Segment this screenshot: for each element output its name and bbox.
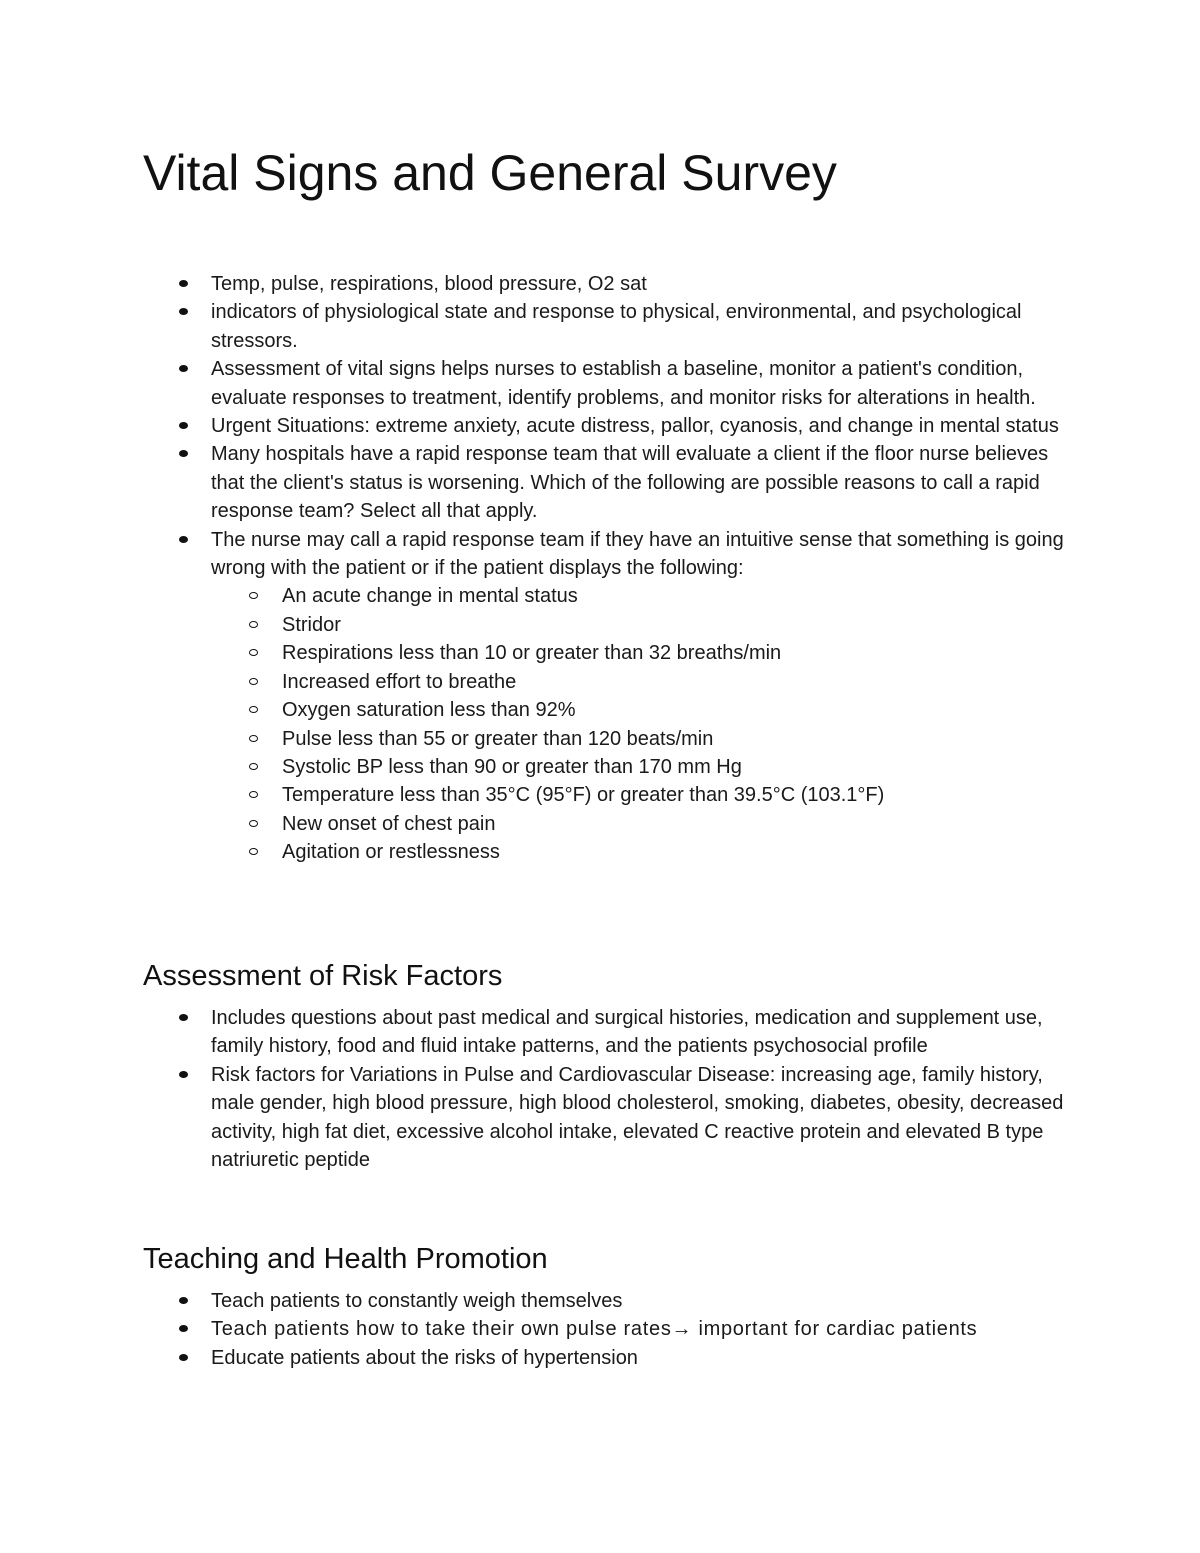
list-item: The nurse may call a rapid response team if they have an intuitive sense that something is going wrong with the patient or if the patient displays the following: [143, 526, 1073, 583]
sub-list-item: An acute change in mental status [211, 582, 1073, 610]
sub-list-item: Agitation or restlessness [211, 838, 1073, 866]
teaching-list [143, 1287, 1073, 1372]
sub-list-item: Systolic BP less than 90 or greater than 170 mm Hg [211, 753, 1073, 781]
list-item: Urgent Situations: extreme anxiety, acute distress, pallor, cyanosis, and change in mental status [143, 412, 1073, 440]
list-item: Includes questions about past medical and surgical histories, medication and supplement use, family history, food and fluid intake patterns, and the patients psychosocial profile [143, 1004, 1073, 1061]
sub-list-item: New onset of chest pain [211, 810, 1073, 838]
sub-list-item: Increased effort to breathe [211, 668, 1073, 696]
rapid-response-criteria-list [143, 582, 1073, 866]
list-item: indicators of physiological state and response to physical, environmental, and psychological stressors. [143, 298, 1073, 355]
risk-factors-list [143, 1004, 1073, 1174]
page-title: Vital Signs and General Survey [143, 145, 837, 201]
list-item: Temp, pulse, respirations, blood pressure, O2 sat [143, 270, 1073, 298]
list-item: Teach patients how to take their own pulse rates→ important for cardiac patients [143, 1315, 1073, 1343]
section-heading: Assessment of Risk Factors [143, 960, 503, 992]
list-item: Assessment of vital signs helps nurses to establish a baseline, monitor a patient's condition, evaluate responses to treatment, identify problems, and monitor risks for alterations in health. [143, 355, 1073, 412]
list-item: Many hospitals have a rapid response team that will evaluate a client if the floor nurse believes that the client's status is worsening. Which of the following are possible reasons to call a rapid response team? Select all that apply. [143, 440, 1073, 525]
list-item: Risk factors for Variations in Pulse and Cardiovascular Disease: increasing age, family history, male gender, high blood pressure, high blood cholesterol, smoking, diabetes, obesity, decreased activity, high fat diet, excessive alcohol intake, elevated C reactive protein and elevated B type natriuretic peptide [143, 1061, 1073, 1175]
sub-list-item: Oxygen saturation less than 92% [211, 696, 1073, 724]
vital-signs-list [143, 270, 1073, 582]
teaching-section [143, 1241, 1073, 1372]
list-item: Teach patients to constantly weigh themselves [143, 1287, 1073, 1315]
risk-factors-section [143, 958, 1073, 1174]
list-item: Educate patients about the risks of hypertension [143, 1344, 1073, 1372]
sub-list-item: Respirations less than 10 or greater than 32 breaths/min [211, 639, 1073, 667]
sub-list-item: Pulse less than 55 or greater than 120 beats/min [211, 725, 1073, 753]
sub-list-item: Temperature less than 35°C (95°F) or greater than 39.5°C (103.1°F) [211, 781, 1073, 809]
section-heading: Teaching and Health Promotion [143, 1243, 548, 1275]
sub-list-item: Stridor [211, 611, 1073, 639]
vital-signs-section [143, 270, 1073, 867]
